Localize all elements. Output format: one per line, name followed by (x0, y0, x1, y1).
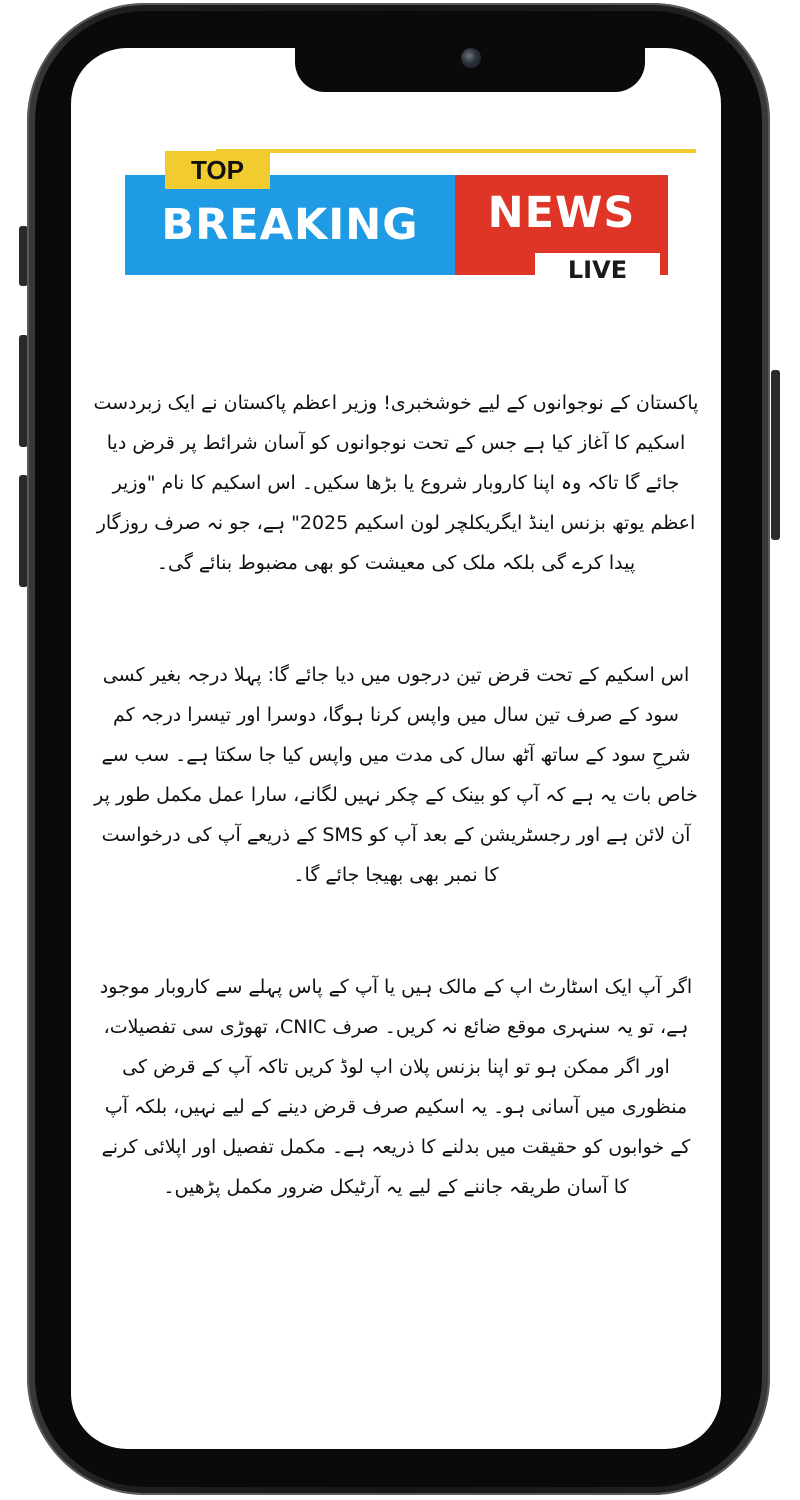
article-paragraph: اگر آپ ایک اسٹارٹ اپ کے مالک ہیں یا آپ کے پاس پہلے سے کاروبار موجود ہے، تو یہ سنہری موقع ضائع نہ کریں۔ صرف CNIC، تھوڑی سی تفصیلات، اور اگر ممکن ہو تو اپنا بزنس پلان اپ لوڈ کریں تاکہ آپ کے قرض کی منظوری میں آسانی ہو۔ یہ اسکیم صرف قرض دینے کے لیے نہیں، بلکہ آپ کے خوابوں کو حقیقت میں بدلنے کا ذریعہ ہے۔ مکمل تفصیل اور اپلائی کرنے کا آسان طریقہ جاننے کے لیے یہ آرٹیکل ضرور مکمل پڑھیں۔ (99, 976, 693, 1198)
phone-screen (71, 48, 721, 1449)
article-body (93, 383, 699, 1207)
banner-news: NEWS (455, 175, 668, 275)
banner-top-tag: TOP (165, 151, 270, 189)
article-paragraph: پاکستان کے نوجوانوں کے لیے خوشخبری! وزیر اعظم پاکستان نے ایک زبردست اسکیم کا آغاز کیا ہے جس کے تحت نوجوانوں کو آسان شرائط پر قرض دیا جائے گا تاکہ وہ اپنا کاروبار شروع یا بڑھا سکیں۔ اس اسکیم کا نام "وزیر اعظم یوتھ بزنس اینڈ ایگریکلچر لون اسکیم 2025" ہے، جو نہ صرف روزگار پیدا کرے گی بلکہ ملک کی معیشت کو بھی مضبوط بنائے گی۔ (93, 392, 699, 574)
banner-breaking: BREAKING (125, 175, 455, 275)
banner-live-tag: LIVE (535, 253, 660, 288)
power-button (771, 370, 780, 540)
banner-accent-line (216, 149, 696, 153)
article-paragraph: اس اسکیم کے تحت قرض تین درجوں میں دیا جائے گا: پہلا درجہ بغیر کسی سود کے صرف تین سال میں واپس کرنا ہوگا، دوسرا اور تیسرا درجہ کم شرحِ سود کے ساتھ آٹھ سال کی مدت میں واپس کیا جا سکتا ہے۔ سب سے خاص بات یہ ہے کہ آپ کو بینک کے چکر نہیں لگانے، سارا عمل مکمل طور پر آن لائن ہے اور رجسٹریشن کے بعد آپ کو SMS کے ذریعے آپ کی درخواست کا نمبر بھی بھیجا جائے گا۔ (94, 664, 698, 886)
front-camera-icon (461, 48, 481, 68)
phone-notch (295, 48, 645, 92)
breaking-news-banner (125, 148, 670, 288)
